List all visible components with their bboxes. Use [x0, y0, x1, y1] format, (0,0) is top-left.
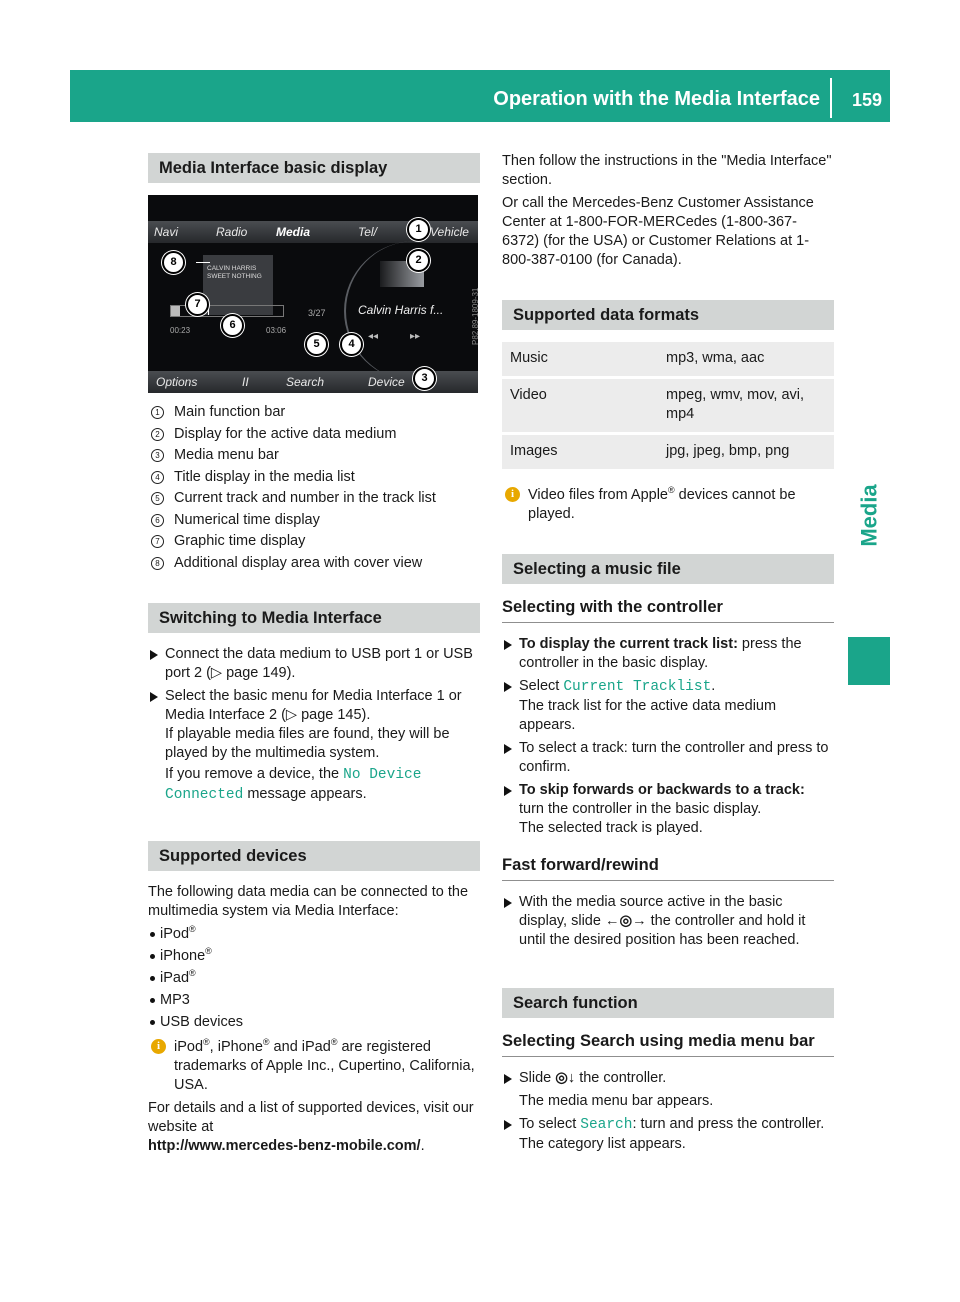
subheading-controller: Selecting with the controller	[502, 596, 834, 623]
side-tab-label: Media	[856, 483, 882, 547]
table-row	[502, 342, 834, 378]
forward-icon: ▸▸	[410, 331, 421, 342]
right-column	[502, 152, 834, 1158]
section-heading-music: Selecting a music file	[502, 554, 834, 584]
legend-number: 5	[151, 492, 164, 505]
section-heading-search: Search function	[502, 988, 834, 1018]
callout-8: 8	[162, 251, 185, 274]
select-search-result: The category list appears.	[519, 1136, 686, 1152]
step-select-search	[502, 1115, 834, 1154]
step-select-menu	[148, 687, 480, 805]
legend-number: 6	[151, 514, 164, 527]
device-item	[148, 991, 480, 1010]
legend-item	[148, 403, 480, 422]
format-value: jpg, jpeg, bmp, png	[658, 434, 834, 471]
legend-text: Additional display area with cover view	[174, 554, 423, 571]
slide-left-right-icon: ←◎→	[604, 913, 647, 929]
legend-number: 2	[151, 428, 164, 441]
menu-options: Options	[156, 375, 198, 389]
side-tab-marker	[848, 637, 890, 685]
device-item	[148, 1013, 480, 1032]
note-trademark-text: are registered trademarks of Apple Inc., Cupertino, California, USA.	[174, 1038, 475, 1093]
step-select-result: The track list for the active data medium appears.	[519, 698, 777, 733]
callout-6: 6	[221, 314, 244, 337]
menu-search: Search	[286, 375, 325, 389]
note-video-apple: Video files from Apple	[528, 487, 668, 503]
device-name: MP3	[160, 991, 190, 1008]
step-slide-controller	[502, 1069, 834, 1111]
tab-tel: Tel/	[358, 225, 377, 239]
note-iphone: , iPhone	[209, 1038, 263, 1055]
tab-radio: Radio	[216, 225, 248, 239]
select-search-pre: To select	[519, 1116, 581, 1132]
legend-text: Current track and number in the track list	[174, 490, 436, 506]
search-code: Search	[580, 1117, 633, 1133]
step-select-menu-result: If playable media files are found, they will be played by the multimedia system.	[165, 725, 450, 761]
step-fast-forward	[502, 893, 834, 950]
no-device-connected-code: No Device Connected	[165, 766, 422, 803]
remove-device-pre: If you remove a device, the	[165, 765, 344, 782]
step-connect: Connect the data medium to USB port 1 or USB port 2 (▷ page 149).	[148, 645, 480, 683]
subheading-search-menu: Selecting Search using media menu bar	[502, 1030, 834, 1057]
registered-mark: ®	[667, 485, 675, 496]
callout-3: 3	[413, 367, 436, 390]
step-display-tracklist	[502, 635, 834, 673]
header-title: Operation with the Media Interface	[493, 88, 820, 110]
media-screenshot	[148, 195, 478, 393]
details-intro: For details and a list of supported devices, visit our website at	[148, 1099, 474, 1135]
ff-text-a: With the media source active in the basic display, slide	[519, 894, 783, 929]
format-type: Images	[502, 434, 658, 471]
legend-item	[148, 425, 480, 444]
step-select-menu-text: Select the basic menu for Media Interface 1 or Media Interface 2 (▷ page 145).	[165, 687, 462, 723]
info-icon: i	[505, 487, 520, 502]
step-select-tracklist	[502, 677, 834, 735]
info-icon: i	[151, 1039, 166, 1054]
subheading-fast-forward: Fast forward/rewind	[502, 854, 834, 881]
progress-fill	[171, 306, 180, 316]
legend-item	[148, 554, 480, 573]
registered-mark: ®	[205, 945, 212, 956]
legend-list	[148, 403, 480, 573]
legend-number: 4	[151, 471, 164, 484]
legend-item	[148, 446, 480, 465]
slide-result: The media menu bar appears.	[519, 1093, 714, 1109]
legend-text: Main function bar	[174, 404, 286, 420]
remove-device-post: message appears.	[243, 785, 367, 802]
device-item	[148, 947, 480, 966]
legend-item	[148, 532, 480, 551]
slide-text-b: the controller.	[575, 1070, 667, 1086]
device-name: iPad	[160, 969, 190, 986]
left-column	[148, 131, 480, 1160]
legend-item	[148, 489, 480, 508]
callout-1: 1	[407, 218, 430, 241]
legend-number: 7	[151, 535, 164, 548]
select-search-post: : turn and press the controller.	[632, 1116, 825, 1132]
header-separator	[830, 78, 832, 118]
slide-text-a: Slide	[519, 1070, 556, 1086]
track-title: Calvin Harris f...	[358, 303, 444, 317]
section-heading-devices: Supported devices	[148, 841, 480, 871]
legend-text: Title display in the media list	[174, 468, 355, 485]
step-remove-device	[165, 765, 480, 805]
registered-mark: ®	[203, 1036, 210, 1047]
slide-down-icon: ◎↓	[555, 1070, 576, 1086]
figure-code-text: P82.89-1809-31	[471, 287, 480, 345]
callout-2: 2	[407, 249, 430, 272]
website-link[interactable]: http://www.mercedes-benz-mobile.com/	[148, 1137, 421, 1154]
step-select-pre: Select	[519, 678, 564, 694]
legend-text: Media menu bar	[174, 447, 279, 463]
note-video-text: devices cannot be played.	[528, 487, 796, 522]
details-text	[148, 1099, 480, 1156]
step-skip-track	[502, 781, 834, 838]
registered-mark: ®	[189, 923, 196, 934]
format-type: Music	[502, 342, 658, 378]
callout-5: 5	[305, 333, 328, 356]
device-name: USB devices	[160, 1013, 244, 1030]
step-skip-bold: To skip forwards or backwards to a track:	[519, 782, 805, 798]
legend-item	[148, 511, 480, 530]
side-tab	[848, 450, 890, 580]
legend-number: 1	[151, 406, 164, 419]
note-ipad: and iPad	[269, 1038, 331, 1055]
legend-text: Numerical time display	[174, 511, 320, 528]
step-skip-result: The selected track is played.	[519, 820, 703, 836]
registered-mark: ®	[189, 967, 196, 978]
apple-video-note	[502, 486, 834, 524]
menu-device: Device	[368, 375, 405, 389]
section-heading-formats: Supported data formats	[502, 300, 834, 330]
section-heading-basic-display: Media Interface basic display	[148, 153, 480, 183]
ff-text-b: the controller and hold it until the desired position has been reached.	[519, 913, 806, 948]
page-header	[70, 70, 890, 122]
page-number: 159	[851, 90, 882, 110]
step-select-track: To select a track: turn the controller and press to confirm.	[502, 739, 834, 777]
legend-number: 3	[151, 449, 164, 462]
track-counter: 3/27	[308, 308, 326, 318]
legend-text: Graphic time display	[174, 533, 306, 549]
device-item	[148, 969, 480, 988]
details-end: .	[420, 1137, 425, 1154]
menu-pause: II	[242, 375, 249, 389]
legend-number: 8	[151, 557, 164, 570]
format-value: mpeg, wmv, mov, avi, mp4	[658, 378, 834, 434]
cover-text: CALVIN HARRIS SWEET NOTHING	[207, 265, 262, 280]
legend-item	[148, 468, 480, 487]
registered-mark: ®	[330, 1036, 338, 1047]
intro-customer-assistance: Or call the Mercedes-Benz Customer Assistance Center at 1-800-FOR-MERCedes (1-800-367-6372) (for the USA) or Customer Relations at 1-800-387-0100 (for Canada).	[502, 195, 814, 268]
registered-mark: ®	[262, 1036, 270, 1047]
table-row	[502, 378, 834, 434]
callout-4: 4	[340, 333, 363, 356]
device-name: iPod	[160, 925, 190, 942]
step-display-tracklist-bold: To display the current track list:	[519, 636, 738, 652]
formats-table	[502, 342, 834, 472]
devices-intro: The following data media can be connected to the multimedia system via Media Interface:	[148, 883, 469, 919]
time-elapsed: 00:23	[170, 326, 191, 335]
step-skip-text: turn the controller in the basic display.	[519, 801, 762, 817]
current-tracklist-code: Current Tracklist	[563, 679, 712, 695]
trademark-note	[148, 1038, 480, 1095]
tab-media: Media	[276, 225, 311, 239]
format-type: Video	[502, 378, 658, 434]
tab-vehicle: Vehicle	[430, 225, 469, 239]
section-heading-switching: Switching to Media Interface	[148, 603, 480, 633]
step-display-tracklist-text: press the controller in the basic display.	[519, 636, 802, 671]
callout-8-leader	[196, 262, 210, 263]
rewind-icon: ◂◂	[368, 331, 379, 342]
callout-7: 7	[186, 293, 209, 316]
device-item	[148, 925, 480, 944]
time-total: 03:06	[266, 326, 287, 335]
tab-navi: Navi	[154, 225, 179, 239]
note-ipod: iPod	[174, 1038, 204, 1055]
table-row	[502, 434, 834, 471]
format-value: mp3, wma, aac	[658, 342, 834, 378]
step-select-post: .	[711, 678, 716, 694]
legend-text: Display for the active data medium	[174, 425, 397, 442]
device-name: iPhone	[160, 947, 206, 964]
intro-follow-instructions: Then follow the instructions in the "Media Interface" section.	[502, 153, 832, 188]
